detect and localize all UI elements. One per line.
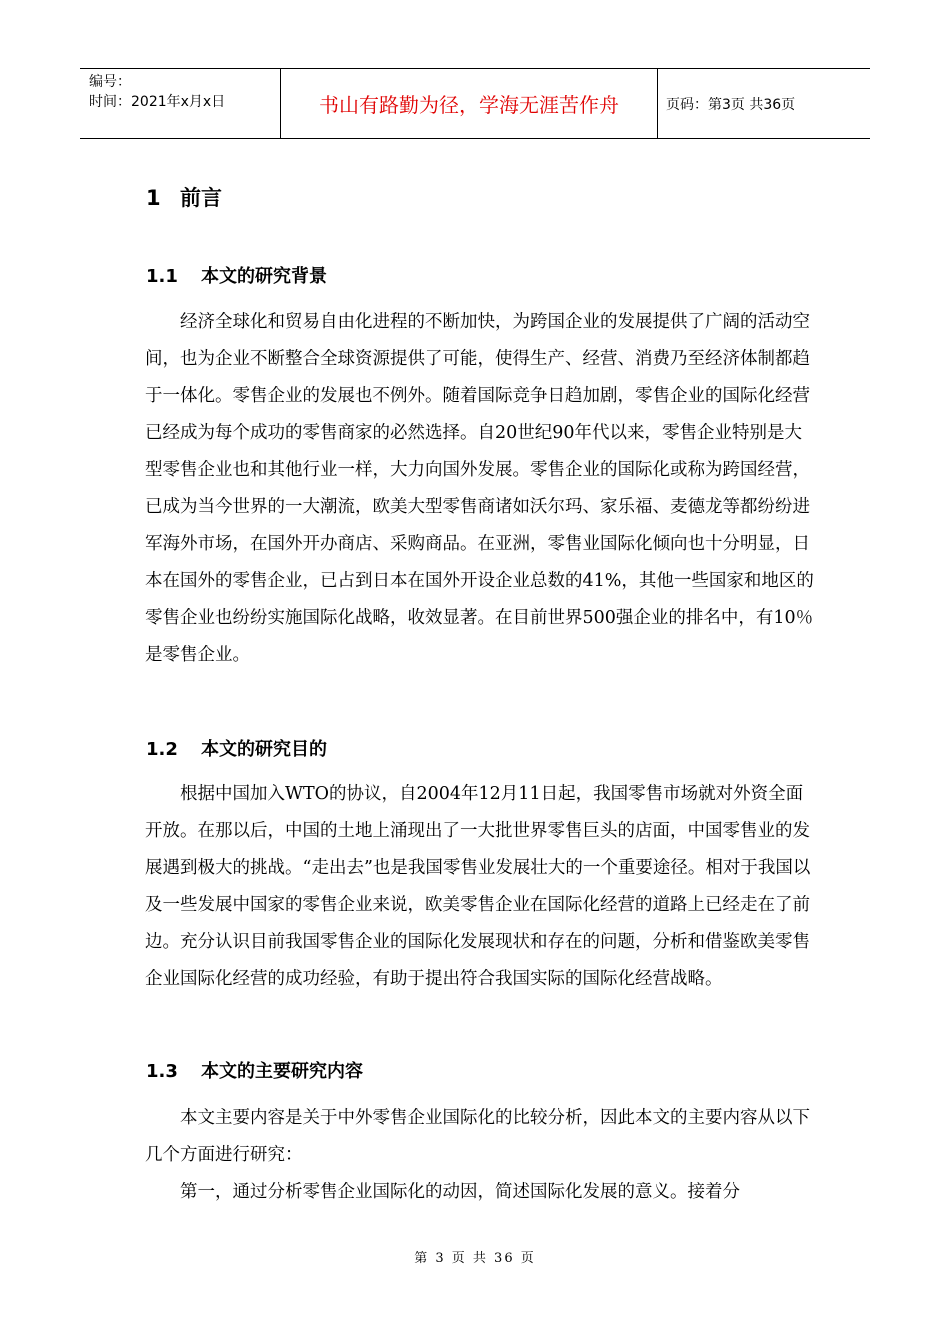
section-title: 本文的主要研究内容: [201, 1061, 363, 1082]
section-heading-1: [146, 182, 222, 212]
paragraph-1-1: [145, 304, 815, 674]
header-meta: [80, 69, 281, 138]
header-page-label: 页码：第3页 共36页: [666, 96, 796, 113]
paragraph-1-3: [145, 1100, 815, 1211]
section-heading-1-1: [146, 262, 327, 288]
paragraph-text: 根据中国加入WTO的协议，自2004年12月11日起，我国零售市场就对外资全面开放。在那以后，中国的土地上涌现出了一大批世界零售巨头的店面，中国零售业的发展遇到极大的挑战。“走出去”也是我国零售业发展壮大的一个重要途径。相对于我国以及一些发展中国家的零售企业来说，欧美零售企业在国际化经营的道路上已经走在了前边。充分认识目前我国零售企业的国际化发展现状和存在的问题，分析和借鉴欧美零售企业国际化经营的成功经验，有助于提出符合我国实际的国际化经营战略。: [145, 784, 811, 989]
section-title: 本文的研究目的: [201, 739, 327, 760]
section-heading-1-3: [146, 1057, 363, 1083]
section-number: 1.3: [146, 1061, 178, 1082]
section-heading-1-2: [146, 735, 327, 761]
paragraph-text: 经济全球化和贸易自由化进程的不断加快，为跨国企业的发展提供了广阔的活动空间，也为企业不断整合全球资源提供了可能，使得生产、经营、消费乃至经济体制都趋于一体化。零售企业的发展也不例外。随着国际竞争日趋加剧，零售企业的国际化经营已经成为每个成功的零售商家的必然选择。自20世纪90年代以来，零售企业特别是大型零售企业也和其他行业一样，大力向国外发展。零售企业的国际化或称为跨国经营，已成为当今世界的一大潮流，欧美大型零售商诸如沃尔玛、家乐福、麦德龙等都纷纷进军海外市场，在国外开办商店、采购商品。在亚洲，零售业国际化倾向也十分明显，日本在国外的零售企业，已占到日本在国外开设企业总数的41%，其他一些国家和地区的零售企业也纷纷实施国际化战略，收效显著。在目前世界500强企业的排名中，有10％是零售企业。: [145, 312, 814, 665]
paragraph-text: 第一，通过分析零售企业国际化的动因，简述国际化发展的意义。接着分: [180, 1182, 740, 1202]
number-label: 编号：: [89, 74, 131, 90]
time-label: 时间：2021年x月x日: [89, 94, 226, 110]
section-number: 1.2: [146, 739, 178, 760]
section-title: 前言: [180, 186, 222, 210]
section-number: 1.1: [146, 266, 178, 287]
paragraph-1-2: [145, 776, 815, 998]
paragraph-text: 本文主要内容是关于中外零售企业国际化的比较分析，因此本文的主要内容从以下几个方面进行研究：: [145, 1108, 810, 1165]
section-title: 本文的研究背景: [201, 266, 327, 287]
page-footer: 第 3 页 共 36 页: [414, 1251, 536, 1266]
page-header: [80, 68, 870, 139]
section-number: 1: [146, 186, 161, 210]
header-motto: 书山有路勤为径，学海无涯苦作舟: [281, 69, 658, 138]
